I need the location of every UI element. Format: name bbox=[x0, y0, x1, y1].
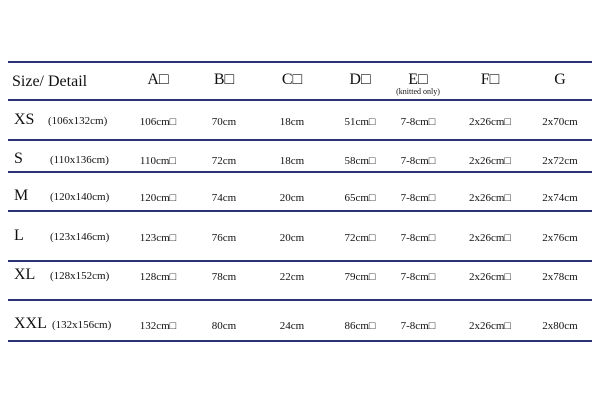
size-dimensions: (106x132cm) bbox=[48, 115, 108, 127]
measurement-cell: 74cm bbox=[211, 192, 237, 204]
measurement-cell: 70cm bbox=[211, 116, 237, 128]
measurement-cell: 2x26cm□ bbox=[468, 116, 512, 128]
row-divider bbox=[8, 299, 592, 301]
row-divider bbox=[8, 260, 592, 262]
measurement-cell: 20cm bbox=[279, 232, 305, 244]
measurement-cell: 2x26cm□ bbox=[468, 192, 512, 204]
size-dimensions: (123x146cm) bbox=[50, 231, 110, 243]
measurement-cell: 7-8cm□ bbox=[400, 155, 436, 167]
measurement-cell: 2x78cm bbox=[542, 271, 578, 283]
column-header: E□ bbox=[408, 71, 428, 88]
row-divider bbox=[8, 171, 592, 173]
measurement-cell: 106cm□ bbox=[139, 116, 177, 128]
column-header: G bbox=[554, 71, 566, 88]
column-header: C□ bbox=[281, 71, 303, 88]
measurement-cell: 2x26cm□ bbox=[468, 232, 512, 244]
size-label: L bbox=[14, 227, 24, 244]
size-dimensions: (128x152cm) bbox=[50, 270, 110, 282]
measurement-cell: 76cm bbox=[211, 232, 237, 244]
measurement-cell: 58cm□ bbox=[344, 155, 376, 167]
measurement-cell: 132cm□ bbox=[139, 320, 177, 332]
measurement-cell: 7-8cm□ bbox=[400, 232, 436, 244]
measurement-cell: 22cm bbox=[279, 271, 305, 283]
size-dimensions: (132x156cm) bbox=[52, 319, 112, 331]
row-divider bbox=[8, 210, 592, 212]
row-divider bbox=[8, 139, 592, 141]
measurement-cell: 123cm□ bbox=[139, 232, 177, 244]
size-detail-header: Size/ Detail bbox=[12, 73, 88, 90]
measurement-cell: 2x76cm bbox=[542, 232, 578, 244]
measurement-cell: 79cm□ bbox=[344, 271, 376, 283]
measurement-cell: 86cm□ bbox=[344, 320, 376, 332]
measurement-cell: 65cm□ bbox=[344, 192, 376, 204]
measurement-cell: 2x26cm□ bbox=[468, 155, 512, 167]
knitted-only-note: (knitted only) bbox=[396, 87, 440, 96]
measurement-cell: 7-8cm□ bbox=[400, 116, 436, 128]
measurement-cell: 72cm bbox=[211, 155, 237, 167]
column-header: A□ bbox=[147, 71, 169, 88]
measurement-cell: 7-8cm□ bbox=[400, 192, 436, 204]
measurement-cell: 110cm□ bbox=[139, 155, 177, 167]
size-label: M bbox=[14, 187, 29, 204]
size-dimensions: (110x136cm) bbox=[50, 154, 109, 166]
measurement-cell: 18cm bbox=[279, 155, 305, 167]
size-label: XXL bbox=[14, 315, 47, 332]
measurement-cell: 7-8cm□ bbox=[400, 271, 436, 283]
measurement-cell: 2x80cm bbox=[542, 320, 578, 332]
column-header: D□ bbox=[349, 71, 371, 88]
measurement-cell: 51cm□ bbox=[344, 116, 376, 128]
measurement-cell: 7-8cm□ bbox=[400, 320, 436, 332]
measurement-cell: 2x26cm□ bbox=[468, 271, 512, 283]
size-label: XS bbox=[14, 111, 35, 128]
size-label: S bbox=[14, 150, 23, 167]
row-divider bbox=[8, 61, 592, 63]
measurement-cell: 24cm bbox=[279, 320, 305, 332]
row-divider bbox=[8, 99, 592, 101]
size-dimensions: (120x140cm) bbox=[50, 191, 110, 203]
column-header: B□ bbox=[213, 71, 235, 88]
measurement-cell: 2x72cm bbox=[542, 155, 578, 167]
row-divider bbox=[8, 340, 592, 342]
size-label: XL bbox=[14, 266, 36, 283]
measurement-cell: 18cm bbox=[279, 116, 305, 128]
measurement-cell: 72cm□ bbox=[344, 232, 376, 244]
measurement-cell: 128cm□ bbox=[139, 271, 177, 283]
column-header: F□ bbox=[480, 71, 500, 88]
measurement-cell: 78cm bbox=[211, 271, 237, 283]
measurement-cell: 80cm bbox=[211, 320, 237, 332]
measurement-cell: 2x70cm bbox=[542, 116, 578, 128]
measurement-cell: 20cm bbox=[279, 192, 305, 204]
measurement-cell: 2x74cm bbox=[542, 192, 578, 204]
measurement-cell: 2x26cm□ bbox=[468, 320, 512, 332]
measurement-cell: 120cm□ bbox=[139, 192, 177, 204]
